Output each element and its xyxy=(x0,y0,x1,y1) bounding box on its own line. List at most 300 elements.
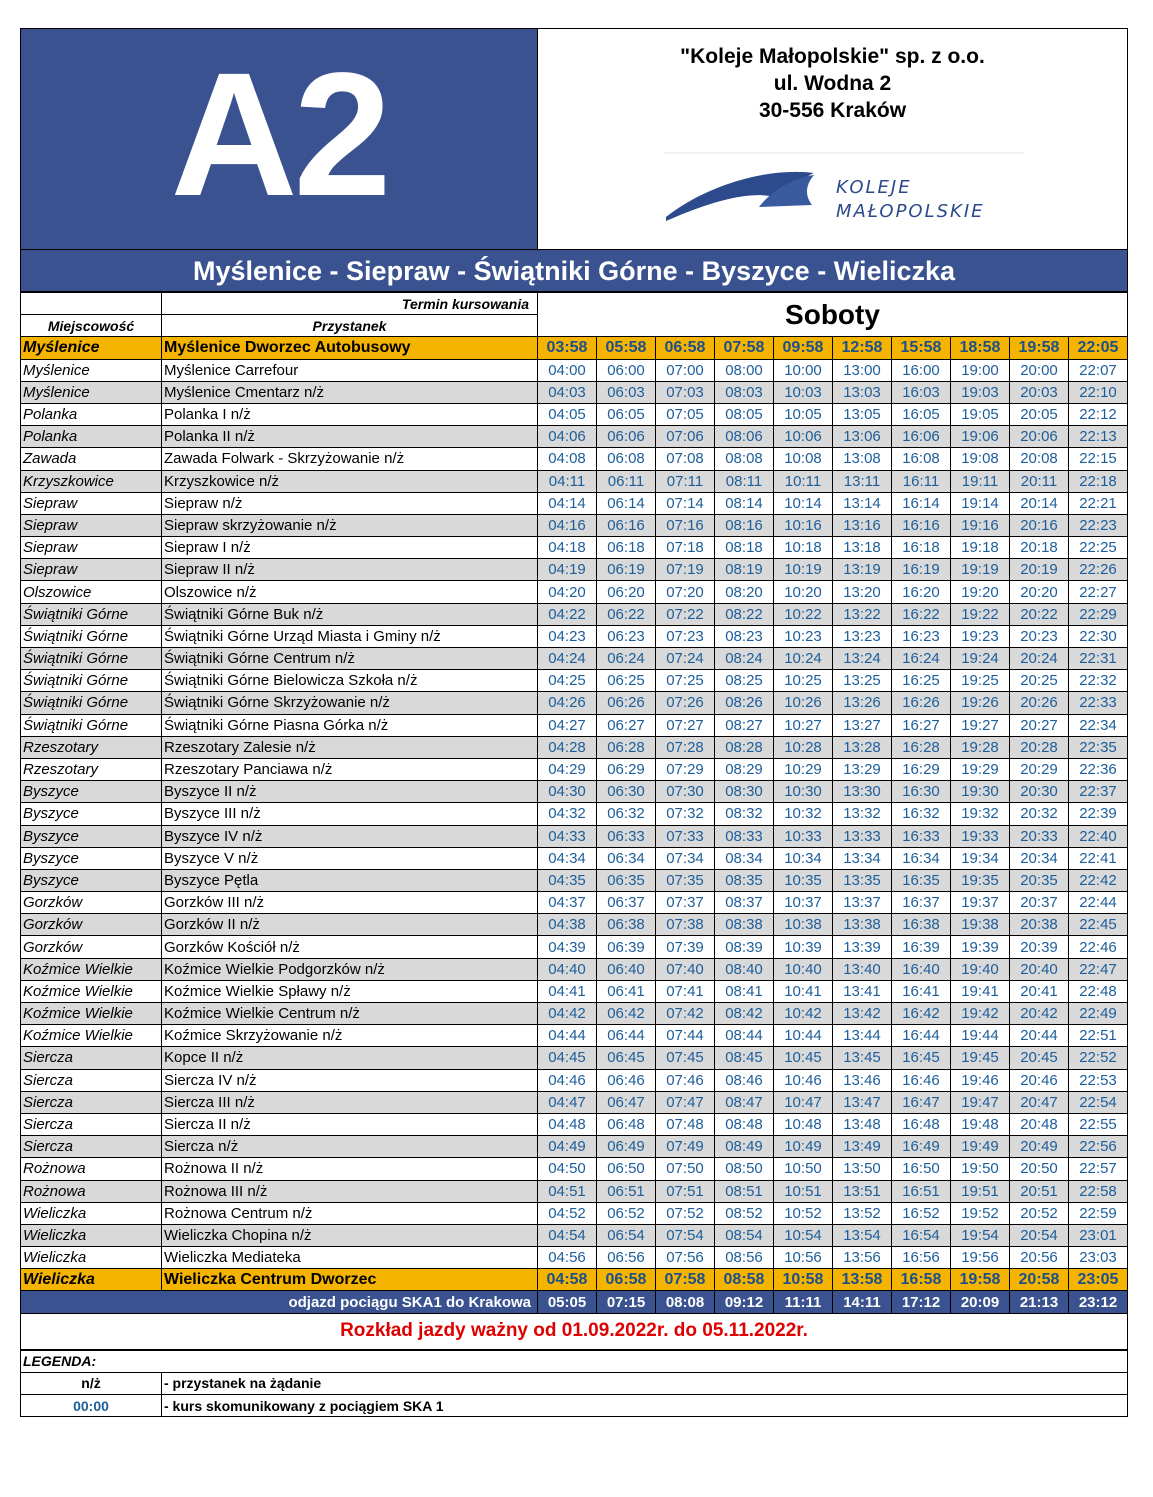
locality-cell: Zawada xyxy=(21,448,162,470)
time-cell: 08:08 xyxy=(715,448,774,470)
time-cell: 04:11 xyxy=(538,470,597,492)
stop-cell: Rożnowa Centrum n/ż xyxy=(162,1202,538,1224)
time-cell: 22:32 xyxy=(1069,670,1128,692)
time-cell: 07:48 xyxy=(656,1113,715,1135)
time-cell: 04:45 xyxy=(538,1047,597,1069)
time-cell: 06:11 xyxy=(597,470,656,492)
time-cell: 06:16 xyxy=(597,514,656,536)
table-row xyxy=(21,492,1128,514)
time-cell: 04:52 xyxy=(538,1202,597,1224)
time-cell: 07:34 xyxy=(656,847,715,869)
time-cell: 10:20 xyxy=(774,581,833,603)
train-row-label: odjazd pociągu SKA1 do Krakowa xyxy=(21,1291,538,1313)
time-cell: 16:37 xyxy=(892,892,951,914)
time-cell: 10:14 xyxy=(774,492,833,514)
time-cell: 20:16 xyxy=(1010,514,1069,536)
locality-cell: Myślenice xyxy=(21,381,162,403)
time-cell: 10:29 xyxy=(774,758,833,780)
time-cell: 10:00 xyxy=(774,359,833,381)
table-row xyxy=(21,381,1128,403)
time-cell: 10:49 xyxy=(774,1136,833,1158)
time-cell: 06:51 xyxy=(597,1180,656,1202)
time-cell: 06:34 xyxy=(597,847,656,869)
table-row xyxy=(21,803,1128,825)
time-cell: 22:52 xyxy=(1069,1047,1128,1069)
time-cell: 06:25 xyxy=(597,670,656,692)
time-cell: 06:19 xyxy=(597,559,656,581)
locality-cell: Polanka xyxy=(21,403,162,425)
stop-cell: Świątniki Górne Urząd Miasta i Gminy n/ż xyxy=(162,625,538,647)
time-cell: 13:22 xyxy=(833,603,892,625)
time-cell: 08:29 xyxy=(715,758,774,780)
stop-cell: Siercza II n/ż xyxy=(162,1113,538,1135)
time-cell: 10:51 xyxy=(774,1180,833,1202)
termin-label: Termin kursowania xyxy=(162,293,538,315)
time-cell: 22:59 xyxy=(1069,1202,1128,1224)
time-cell: 08:54 xyxy=(715,1224,774,1246)
time-cell: 04:20 xyxy=(538,581,597,603)
time-cell: 07:40 xyxy=(656,958,715,980)
stop-cell: Świątniki Górne Skrzyżowanie n/ż xyxy=(162,692,538,714)
time-cell: 22:29 xyxy=(1069,603,1128,625)
stop-cell: Olszowice n/ż xyxy=(162,581,538,603)
time-cell: 08:24 xyxy=(715,648,774,670)
locality-cell: Gorzków xyxy=(21,936,162,958)
time-cell: 07:56 xyxy=(656,1247,715,1269)
time-cell: 16:50 xyxy=(892,1158,951,1180)
time-cell: 13:11 xyxy=(833,470,892,492)
time-cell: 10:03 xyxy=(774,381,833,403)
time-cell: 08:38 xyxy=(715,914,774,936)
table-row xyxy=(21,825,1128,847)
time-cell: 13:03 xyxy=(833,381,892,403)
locality-cell: Byszyce xyxy=(21,825,162,847)
time-cell: 07:30 xyxy=(656,781,715,803)
time-cell: 04:48 xyxy=(538,1113,597,1135)
time-cell: 16:28 xyxy=(892,736,951,758)
table-row xyxy=(21,426,1128,448)
time-cell: 22:42 xyxy=(1069,869,1128,891)
stop-cell: Wieliczka Centrum Dworzec xyxy=(162,1269,538,1291)
stop-cell: Koźmice Skrzyżowanie n/ż xyxy=(162,1025,538,1047)
locality-header: Miejscowość xyxy=(21,315,162,337)
table-row xyxy=(21,892,1128,914)
locality-cell: Wieliczka xyxy=(21,1247,162,1269)
time-cell: 19:39 xyxy=(951,936,1010,958)
time-cell: 04:19 xyxy=(538,559,597,581)
table-row xyxy=(21,1158,1128,1180)
time-cell: 20:56 xyxy=(1010,1247,1069,1269)
table-row xyxy=(21,1047,1128,1069)
locality-cell: Świątniki Górne xyxy=(21,625,162,647)
time-cell: 08:47 xyxy=(715,1091,774,1113)
stop-cell: Rożnowa III n/ż xyxy=(162,1180,538,1202)
time-cell: 10:45 xyxy=(774,1047,833,1069)
time-cell: 04:40 xyxy=(538,958,597,980)
time-cell: 13:56 xyxy=(833,1247,892,1269)
time-cell: 22:18 xyxy=(1069,470,1128,492)
time-cell: 10:23 xyxy=(774,625,833,647)
time-cell: 23:03 xyxy=(1069,1247,1128,1269)
locality-cell: Świątniki Górne xyxy=(21,670,162,692)
table-row xyxy=(21,337,1128,359)
time-cell: 19:11 xyxy=(951,470,1010,492)
time-cell: 04:30 xyxy=(538,781,597,803)
time-cell: 08:23 xyxy=(715,625,774,647)
time-cell: 04:16 xyxy=(538,514,597,536)
time-cell: 20:44 xyxy=(1010,1025,1069,1047)
time-cell: 06:08 xyxy=(597,448,656,470)
time-cell: 19:32 xyxy=(951,803,1010,825)
stop-cell: Siercza IV n/ż xyxy=(162,1069,538,1091)
stop-cell: Byszyce III n/ż xyxy=(162,803,538,825)
time-cell: 10:46 xyxy=(774,1069,833,1091)
time-cell: 04:00 xyxy=(538,359,597,381)
time-cell: 19:22 xyxy=(951,603,1010,625)
time-cell: 13:18 xyxy=(833,537,892,559)
legend xyxy=(20,1350,1128,1418)
table-row xyxy=(21,758,1128,780)
time-cell: 19:49 xyxy=(951,1136,1010,1158)
locality-cell: Myślenice xyxy=(21,359,162,381)
time-cell: 20:46 xyxy=(1010,1069,1069,1091)
stop-cell: Siepraw skrzyżowanie n/ż xyxy=(162,514,538,536)
time-cell: 10:56 xyxy=(774,1247,833,1269)
time-cell: 07:23 xyxy=(656,625,715,647)
company-city: 30-556 Kraków xyxy=(758,99,907,122)
time-cell: 04:26 xyxy=(538,692,597,714)
stop-cell: Byszyce Pętla xyxy=(162,869,538,891)
time-cell: 10:08 xyxy=(774,448,833,470)
time-cell: 06:50 xyxy=(597,1158,656,1180)
time-cell: 04:54 xyxy=(538,1224,597,1246)
time-cell: 20:18 xyxy=(1010,537,1069,559)
time-cell: 10:42 xyxy=(774,1003,833,1025)
time-cell: 22:36 xyxy=(1069,758,1128,780)
time-cell: 22:41 xyxy=(1069,847,1128,869)
time-cell: 10:27 xyxy=(774,714,833,736)
route-title: Myślenice - Siepraw - Świątniki Górne - Byszyce - Wieliczka xyxy=(20,250,1128,292)
time-cell: 20:11 xyxy=(1010,470,1069,492)
time-cell: 08:30 xyxy=(715,781,774,803)
train-time-cell: 07:15 xyxy=(597,1291,656,1313)
day-label: Soboty xyxy=(538,293,1128,337)
time-cell: 04:41 xyxy=(538,980,597,1002)
time-cell: 13:51 xyxy=(833,1180,892,1202)
time-cell: 04:06 xyxy=(538,426,597,448)
time-cell: 07:39 xyxy=(656,936,715,958)
time-cell: 20:45 xyxy=(1010,1047,1069,1069)
time-cell: 13:33 xyxy=(833,825,892,847)
time-cell: 08:00 xyxy=(715,359,774,381)
stop-cell: Gorzków II n/ż xyxy=(162,914,538,936)
time-cell: 04:24 xyxy=(538,648,597,670)
locality-cell: Olszowice xyxy=(21,581,162,603)
time-cell: 06:54 xyxy=(597,1224,656,1246)
stop-cell: Świątniki Górne Piasna Górka n/ż xyxy=(162,714,538,736)
time-cell: 22:57 xyxy=(1069,1158,1128,1180)
time-cell: 22:56 xyxy=(1069,1136,1128,1158)
time-cell: 19:51 xyxy=(951,1180,1010,1202)
time-cell: 20:00 xyxy=(1010,359,1069,381)
company-box xyxy=(538,29,1127,249)
time-cell: 16:51 xyxy=(892,1180,951,1202)
time-cell: 08:51 xyxy=(715,1180,774,1202)
table-row xyxy=(21,537,1128,559)
time-cell: 13:41 xyxy=(833,980,892,1002)
locality-cell: Wieliczka xyxy=(21,1202,162,1224)
time-cell: 07:33 xyxy=(656,825,715,847)
time-cell: 07:54 xyxy=(656,1224,715,1246)
time-cell: 06:05 xyxy=(597,403,656,425)
table-row xyxy=(21,1202,1128,1224)
time-cell: 07:32 xyxy=(656,803,715,825)
time-cell: 20:25 xyxy=(1010,670,1069,692)
time-cell: 13:42 xyxy=(833,1003,892,1025)
time-cell: 13:32 xyxy=(833,803,892,825)
time-cell: 19:30 xyxy=(951,781,1010,803)
time-cell: 06:24 xyxy=(597,648,656,670)
time-cell: 19:26 xyxy=(951,692,1010,714)
time-cell: 08:19 xyxy=(715,559,774,581)
time-cell: 22:33 xyxy=(1069,692,1128,714)
stop-cell: Krzyszkowice n/ż xyxy=(162,470,538,492)
time-cell: 20:58 xyxy=(1010,1269,1069,1291)
time-cell: 10:32 xyxy=(774,803,833,825)
time-cell: 16:35 xyxy=(892,869,951,891)
time-cell: 13:08 xyxy=(833,448,892,470)
table-row xyxy=(21,1224,1128,1246)
time-cell: 06:58 xyxy=(597,1269,656,1291)
table-row xyxy=(21,1025,1128,1047)
locality-cell: Świątniki Górne xyxy=(21,692,162,714)
stop-cell: Zawada Folwark - Skrzyżowanie n/ż xyxy=(162,448,538,470)
time-cell: 06:56 xyxy=(597,1247,656,1269)
time-cell: 13:00 xyxy=(833,359,892,381)
time-cell: 20:30 xyxy=(1010,781,1069,803)
time-cell: 04:51 xyxy=(538,1180,597,1202)
locality-cell: Siercza xyxy=(21,1136,162,1158)
time-cell: 22:51 xyxy=(1069,1025,1128,1047)
time-cell: 16:26 xyxy=(892,692,951,714)
time-cell: 07:37 xyxy=(656,892,715,914)
time-cell: 04:56 xyxy=(538,1247,597,1269)
time-cell: 10:37 xyxy=(774,892,833,914)
time-cell: 08:27 xyxy=(715,714,774,736)
locality-cell: Byszyce xyxy=(21,803,162,825)
time-cell: 19:45 xyxy=(951,1047,1010,1069)
time-cell: 23:05 xyxy=(1069,1269,1128,1291)
time-cell: 13:37 xyxy=(833,892,892,914)
stop-cell: Świątniki Górne Buk n/ż xyxy=(162,603,538,625)
time-cell: 19:48 xyxy=(951,1113,1010,1135)
stop-cell: Wieliczka Chopina n/ż xyxy=(162,1224,538,1246)
train-time-cell: 08:08 xyxy=(656,1291,715,1313)
time-cell: 22:21 xyxy=(1069,492,1128,514)
time-cell: 04:25 xyxy=(538,670,597,692)
locality-cell: Gorzków xyxy=(21,892,162,914)
time-cell: 20:47 xyxy=(1010,1091,1069,1113)
stop-cell: Byszyce II n/ż xyxy=(162,781,538,803)
koleje-malopolskie-logo xyxy=(664,147,1024,247)
time-cell: 06:35 xyxy=(597,869,656,891)
time-cell: 16:20 xyxy=(892,581,951,603)
time-cell: 16:52 xyxy=(892,1202,951,1224)
time-cell: 07:20 xyxy=(656,581,715,603)
time-cell: 08:41 xyxy=(715,980,774,1002)
time-cell: 06:32 xyxy=(597,803,656,825)
locality-cell: Rożnowa xyxy=(21,1180,162,1202)
time-cell: 07:58 xyxy=(715,337,774,359)
time-cell: 20:42 xyxy=(1010,1003,1069,1025)
table-row xyxy=(21,980,1128,1002)
time-cell: 19:06 xyxy=(951,426,1010,448)
time-cell: 07:16 xyxy=(656,514,715,536)
time-cell: 20:32 xyxy=(1010,803,1069,825)
time-cell: 07:46 xyxy=(656,1069,715,1091)
locality-cell: Koźmice Wielkie xyxy=(21,1025,162,1047)
time-cell: 10:54 xyxy=(774,1224,833,1246)
time-cell: 19:58 xyxy=(1010,337,1069,359)
time-cell: 10:34 xyxy=(774,847,833,869)
time-cell: 16:47 xyxy=(892,1091,951,1113)
time-cell: 07:38 xyxy=(656,914,715,936)
time-cell: 13:30 xyxy=(833,781,892,803)
time-cell: 07:41 xyxy=(656,980,715,1002)
time-cell: 08:22 xyxy=(715,603,774,625)
logo-text-line2: MAŁOPOLSKIE xyxy=(836,201,985,222)
time-cell: 04:29 xyxy=(538,758,597,780)
time-cell: 04:49 xyxy=(538,1136,597,1158)
train-time-cell: 23:12 xyxy=(1069,1291,1128,1313)
table-row xyxy=(21,1136,1128,1158)
locality-cell: Świątniki Górne xyxy=(21,714,162,736)
locality-cell: Siepraw xyxy=(21,492,162,514)
time-cell: 16:44 xyxy=(892,1025,951,1047)
time-cell: 04:58 xyxy=(538,1269,597,1291)
time-cell: 16:18 xyxy=(892,537,951,559)
stop-cell: Rożnowa II n/ż xyxy=(162,1158,538,1180)
stop-cell: Siercza III n/ż xyxy=(162,1091,538,1113)
time-cell: 16:34 xyxy=(892,847,951,869)
time-cell: 19:05 xyxy=(951,403,1010,425)
stop-cell: Myślenice Carrefour xyxy=(162,359,538,381)
time-cell: 07:05 xyxy=(656,403,715,425)
stop-cell: Koźmice Wielkie Podgorzków n/ż xyxy=(162,958,538,980)
time-cell: 08:39 xyxy=(715,936,774,958)
table-row xyxy=(21,625,1128,647)
time-cell: 04:23 xyxy=(538,625,597,647)
locality-cell: Siercza xyxy=(21,1047,162,1069)
time-cell: 07:35 xyxy=(656,869,715,891)
time-cell: 07:42 xyxy=(656,1003,715,1025)
time-cell: 16:24 xyxy=(892,648,951,670)
time-cell: 19:23 xyxy=(951,625,1010,647)
time-cell: 07:28 xyxy=(656,736,715,758)
time-cell: 16:08 xyxy=(892,448,951,470)
time-cell: 06:40 xyxy=(597,958,656,980)
time-cell: 07:25 xyxy=(656,670,715,692)
time-cell: 13:58 xyxy=(833,1269,892,1291)
time-cell: 07:50 xyxy=(656,1158,715,1180)
time-cell: 22:27 xyxy=(1069,581,1128,603)
time-cell: 22:07 xyxy=(1069,359,1128,381)
company-street: ul. Wodna 2 xyxy=(773,72,892,95)
time-cell: 19:47 xyxy=(951,1091,1010,1113)
time-cell: 13:28 xyxy=(833,736,892,758)
time-cell: 22:47 xyxy=(1069,958,1128,980)
time-cell: 13:24 xyxy=(833,648,892,670)
time-cell: 16:05 xyxy=(892,403,951,425)
time-cell: 19:03 xyxy=(951,381,1010,403)
time-cell: 08:50 xyxy=(715,1158,774,1180)
time-cell: 07:27 xyxy=(656,714,715,736)
time-cell: 22:26 xyxy=(1069,559,1128,581)
time-cell: 08:05 xyxy=(715,403,774,425)
time-cell: 06:47 xyxy=(597,1091,656,1113)
time-cell: 06:03 xyxy=(597,381,656,403)
time-cell: 07:18 xyxy=(656,537,715,559)
time-cell: 16:46 xyxy=(892,1069,951,1091)
time-cell: 19:46 xyxy=(951,1069,1010,1091)
time-cell: 20:27 xyxy=(1010,714,1069,736)
time-cell: 06:30 xyxy=(597,781,656,803)
time-cell: 13:40 xyxy=(833,958,892,980)
time-cell: 20:49 xyxy=(1010,1136,1069,1158)
time-cell: 20:19 xyxy=(1010,559,1069,581)
time-cell: 04:44 xyxy=(538,1025,597,1047)
table-row xyxy=(21,603,1128,625)
time-cell: 12:58 xyxy=(833,337,892,359)
train-time-cell: 14:11 xyxy=(833,1291,892,1313)
table-row xyxy=(21,670,1128,692)
time-cell: 20:51 xyxy=(1010,1180,1069,1202)
time-cell: 04:32 xyxy=(538,803,597,825)
time-cell: 20:37 xyxy=(1010,892,1069,914)
termin-row xyxy=(21,293,1128,315)
time-cell: 19:20 xyxy=(951,581,1010,603)
locality-cell: Siercza xyxy=(21,1113,162,1135)
time-cell: 16:03 xyxy=(892,381,951,403)
time-cell: 09:58 xyxy=(774,337,833,359)
time-cell: 20:48 xyxy=(1010,1113,1069,1135)
time-cell: 06:26 xyxy=(597,692,656,714)
time-cell: 06:58 xyxy=(656,337,715,359)
time-cell: 07:24 xyxy=(656,648,715,670)
time-cell: 10:05 xyxy=(774,403,833,425)
train-time-cell: 11:11 xyxy=(774,1291,833,1313)
stop-cell: Koźmice Wielkie Centrum n/ż xyxy=(162,1003,538,1025)
locality-cell: Koźmice Wielkie xyxy=(21,958,162,980)
time-cell: 06:27 xyxy=(597,714,656,736)
time-cell: 19:27 xyxy=(951,714,1010,736)
time-cell: 13:29 xyxy=(833,758,892,780)
time-cell: 13:52 xyxy=(833,1202,892,1224)
time-cell: 20:23 xyxy=(1010,625,1069,647)
time-cell: 20:26 xyxy=(1010,692,1069,714)
time-cell: 22:31 xyxy=(1069,648,1128,670)
time-cell: 04:14 xyxy=(538,492,597,514)
table-row xyxy=(21,1247,1128,1269)
time-cell: 13:45 xyxy=(833,1047,892,1069)
time-cell: 18:58 xyxy=(951,337,1010,359)
time-cell: 13:14 xyxy=(833,492,892,514)
table-row xyxy=(21,1113,1128,1135)
legend-key: n/ż xyxy=(21,1372,162,1394)
time-cell: 04:47 xyxy=(538,1091,597,1113)
time-cell: 08:52 xyxy=(715,1202,774,1224)
time-cell: 08:48 xyxy=(715,1113,774,1135)
